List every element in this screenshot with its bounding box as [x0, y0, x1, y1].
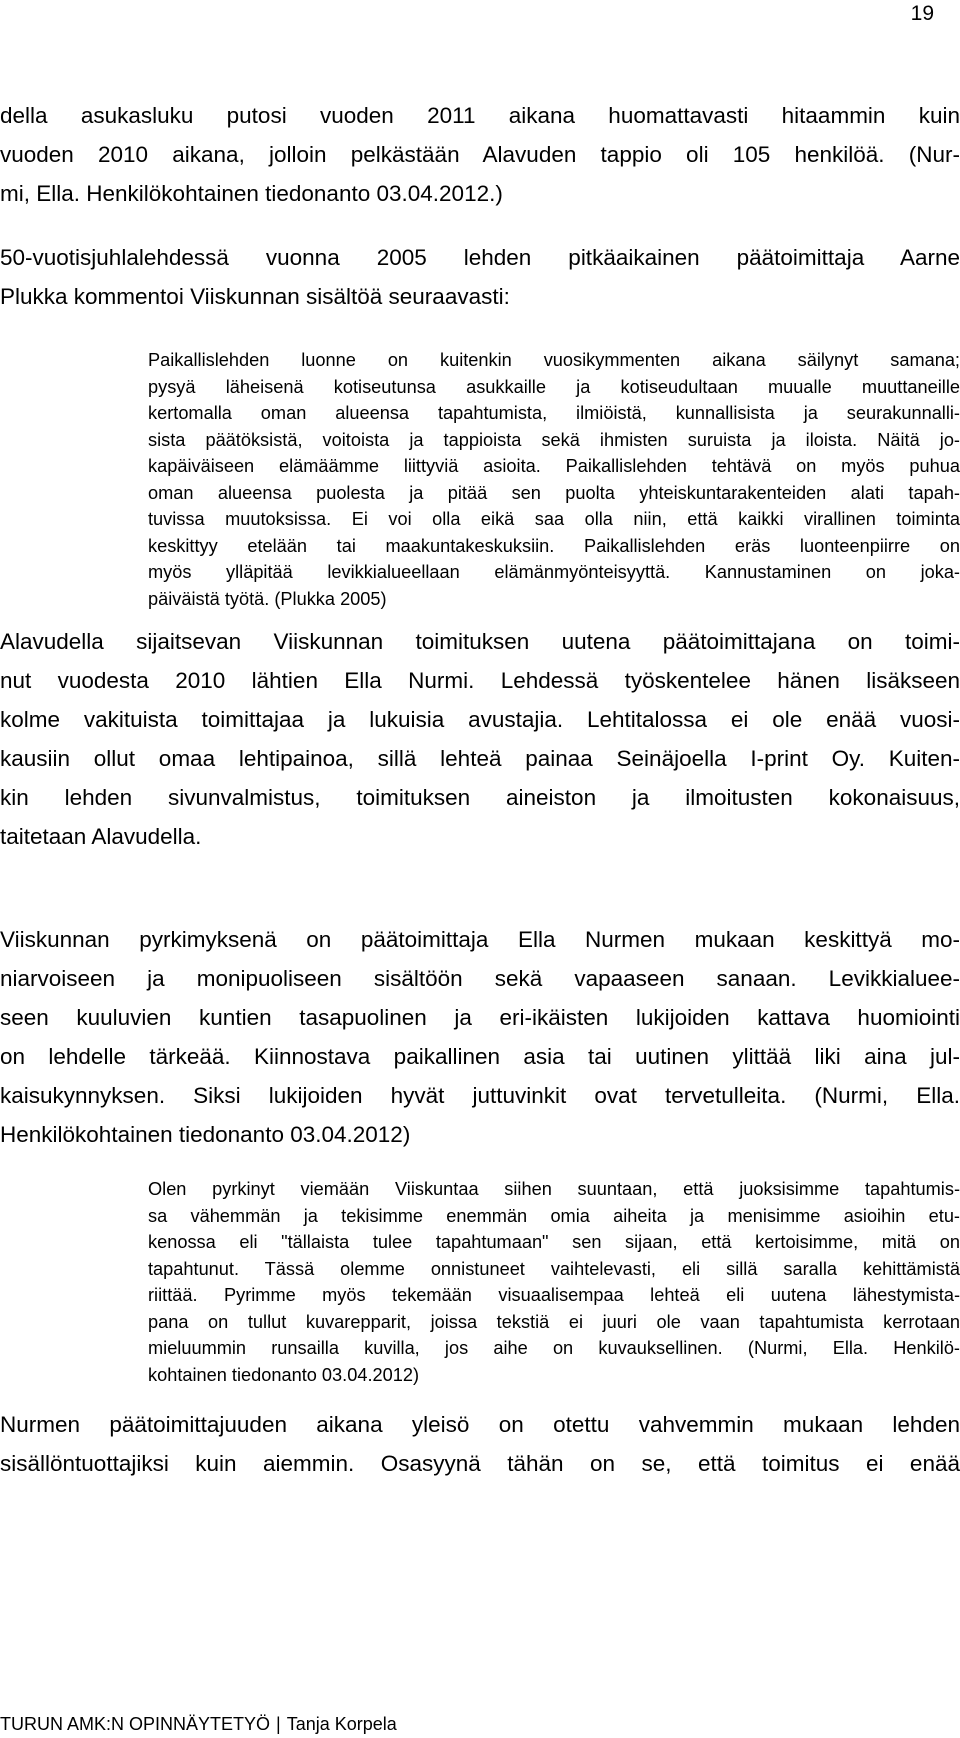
- text-line: nut vuodesta 2010 lähtien Ella Nurmi. Lehdessä työskentelee hänen lisäkseen: [0, 668, 960, 693]
- paragraph-3: [0, 622, 960, 856]
- text-line: 50-vuotisjuhlalehdessä vuonna 2005 lehden pitkäaikainen päätoimittaja Aarne: [0, 245, 960, 270]
- paragraph-5: [0, 1405, 960, 1483]
- quote-line: Olen pyrkinyt viemään Viiskuntaa siihen suuntaan, että juoksisimme tapahtumis-: [148, 1179, 960, 1199]
- text-line: kin lehden sivunvalmistus, toimituksen aineiston ja ilmoitusten kokonaisuus,: [0, 785, 960, 810]
- quote-line: oman alueensa puolesta ja pitää sen puolta yhteiskuntarakenteiden alati tapah-: [148, 482, 960, 503]
- page-footer: [0, 1714, 397, 1735]
- quote-line: kertomalla oman alueensa tapahtumista, ilmiöistä, kunnallisista ja seurakunnalli-: [148, 403, 960, 423]
- quote-line: tapahtunut. Tässä olemme onnistuneet vaihtelevasti, eli sillä saralla kehittämistä: [148, 1258, 960, 1279]
- text-line: taitetaan Alavudella.: [0, 824, 202, 849]
- quote-line: sista päätöksistä, voitoista ja tappioista sekä ihmisten suruista ja iloista. Näitä jo-: [148, 429, 960, 450]
- quote-line: riittää. Pyrimme myös tekemään visuaalisempaa lehteä eli uutena lähestymista-: [148, 1285, 960, 1305]
- paragraph-4: [0, 920, 960, 1154]
- text-line: on lehdelle tärkeää. Kiinnostava paikallinen asia tai uutinen ylittää liki aina jul-: [0, 1044, 960, 1069]
- quote-line: päiväistä työtä. (Plukka 2005): [148, 588, 387, 609]
- footer-school: TURUN AMK:N OPINNÄYTETYÖ: [0, 1714, 271, 1734]
- text-line: Nurmen päätoimittajuuden aikana yleisö on otettu vahvemmin mukaan lehden: [0, 1412, 960, 1437]
- quote-line: mieluummin runsailla kuvilla, jos aihe on kuvauksellinen. (Nurmi, Ella. Henkilö-: [148, 1338, 960, 1358]
- quote-line: kenossa eli "tällaista tulee tapahtumaan" sen sijaan, että kertoisimme, mitä on: [148, 1232, 960, 1252]
- text-line: Alavudella sijaitsevan Viiskunnan toimituksen uutena päätoimittajana on toimi-: [0, 629, 960, 654]
- paragraph-1: [0, 96, 960, 213]
- quote-line: sa vähemmän ja tekisimme enemmän omia aiheita ja menisimme asioihin etu-: [148, 1205, 960, 1226]
- quote-line: pysyä läheisenä kotiseutunsa asukkaille ja kotiseudultaan muualle muuttaneille: [148, 376, 960, 397]
- text-line: mi, Ella. Henkilökohtainen tiedonanto 03.04.2012.): [0, 181, 503, 206]
- quote-line: tuvissa muutoksissa. Ei voi olla eikä saa olla niin, että kaikki virallinen toiminta: [148, 509, 960, 529]
- quote-line: Paikallislehden luonne on kuitenkin vuosikymmenten aikana säilynyt samana;: [148, 350, 960, 370]
- page-number: 19: [910, 2, 934, 25]
- text-line: kaisukynnyksen. Siksi lukijoiden hyvät juttuvinkit ovat tervetulleita. (Nurmi, Ella.: [0, 1083, 960, 1108]
- block-quote-plukka: [148, 347, 960, 612]
- text-line: Plukka kommentoi Viiskunnan sisältöä seuraavasti:: [0, 284, 510, 309]
- text-line: kolme vakituista toimittajaa ja lukuisia avustajia. Lehtitalossa ei ole enää vuosi-: [0, 707, 960, 732]
- block-quote-nurmi: [148, 1176, 960, 1388]
- text-line: sisällöntuottajiksi kuin aiemmin. Osasyynä tähän on se, että toimitus ei enää: [0, 1451, 960, 1476]
- quote-line: kapäiväiseen elämäämme liittyviä asioita. Paikallislehden tehtävä on myös puhua: [148, 456, 960, 476]
- paragraph-2: [0, 238, 960, 316]
- text-line: seen kuuluvien kuntien tasapuolinen ja eri-ikäisten lukijoiden kattava huomiointi: [0, 1005, 960, 1030]
- text-line: della asukasluku putosi vuoden 2011 aikana huomattavasti hitaammin kuin: [0, 103, 960, 128]
- quote-line: keskittyy etelään tai maakuntakeskuksiin. Paikallislehden eräs luonteenpiirre on: [148, 535, 960, 556]
- text-line: vuoden 2010 aikana, jolloin pelkästään Alavuden tappio oli 105 henkilöä. (Nur-: [0, 142, 960, 167]
- text-line: Viiskunnan pyrkimyksenä on päätoimittaja Ella Nurmen mukaan keskittyä mo-: [0, 927, 960, 952]
- footer-author: Tanja Korpela: [286, 1714, 397, 1734]
- quote-line: myös ylläpitää levikkialueellaan elämänmyönteisyyttä. Kannustaminen on joka-: [148, 562, 960, 582]
- footer-separator: |: [276, 1714, 281, 1734]
- text-line: niarvoiseen ja monipuoliseen sisältöön sekä vapaaseen sanaan. Levikkialuee-: [0, 966, 960, 991]
- quote-line: pana on tullut kuvarepparit, joissa tekstiä ei juuri ole vaan tapahtumista kerrotaan: [148, 1311, 960, 1332]
- text-line: kausiin ollut omaa lehtipainoa, sillä lehteä painaa Seinäjoella I-print Oy. Kuiten-: [0, 746, 960, 771]
- quote-line: kohtainen tiedonanto 03.04.2012): [148, 1364, 420, 1385]
- text-line: Henkilökohtainen tiedonanto 03.04.2012): [0, 1122, 411, 1147]
